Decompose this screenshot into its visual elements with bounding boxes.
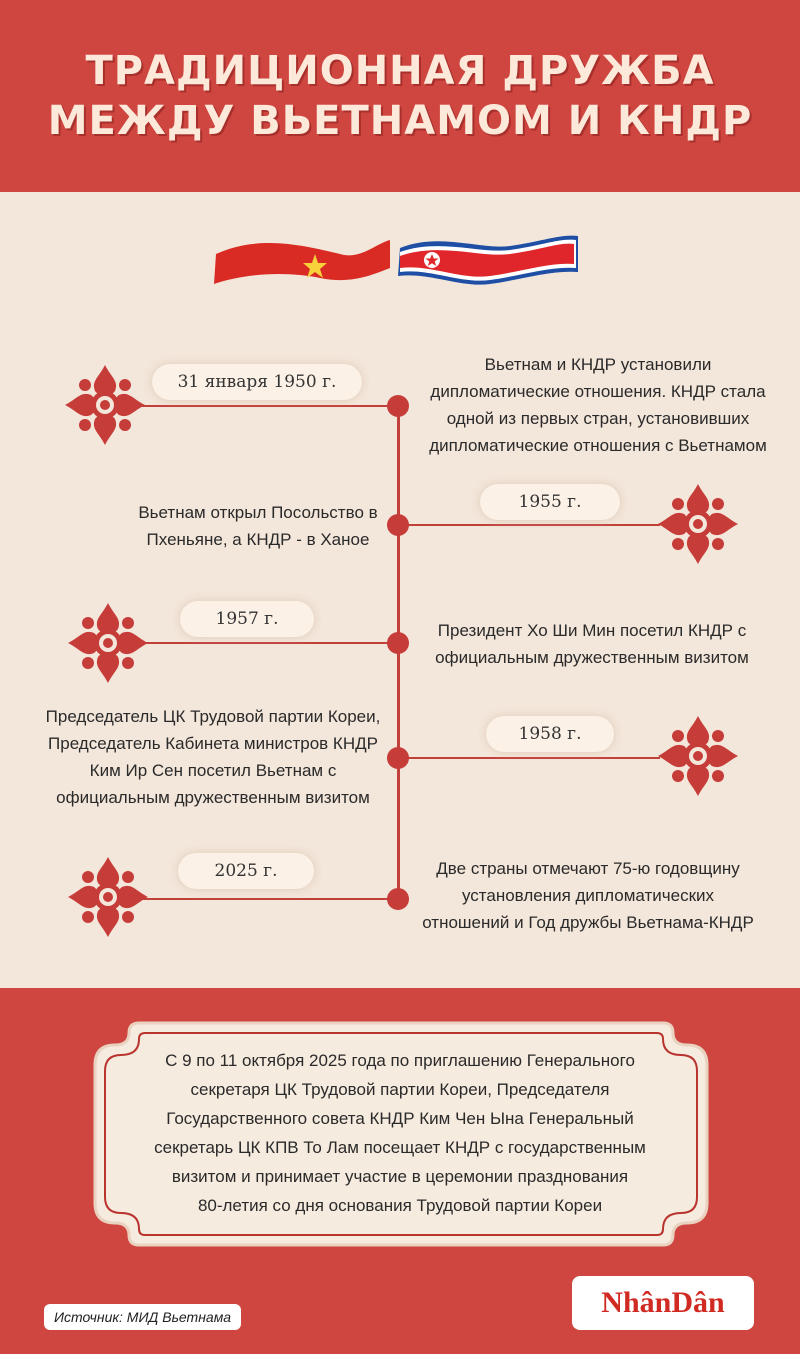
note-text: С 9 по 11 октября 2025 года по приглашению Генерального секретаря ЦК Трудовой партии Кореи, Председателя Государственного совета КНДР Ким Чен Ына Генеральный секретарь ЦК КПВ То Лам посещает КНДР с государственным визитом и принимает участие в церемонии празднования 80-летия со дня основания Трудовой партии Кореи	[154, 1051, 646, 1215]
header-banner	[0, 0, 800, 192]
flags-illustration	[210, 232, 590, 288]
page-title	[0, 46, 800, 146]
timeline-text: Вьетнам и КНДР установили дипломатические отношения. КНДР стала одной из первых стран, установивших дипломатические отношения с Вьетнамом	[429, 355, 767, 455]
ornament-icon	[66, 855, 150, 939]
timeline-date-pill: 1958 г.	[486, 716, 614, 752]
timeline-branch	[138, 405, 398, 407]
timeline-text: Две страны отмечают 75-ю годовщину установления дипломатических отношений и Год дружбы Вьетнама-КНДР	[422, 859, 754, 932]
timeline-dot	[387, 395, 409, 417]
timeline-text: Президент Хо Ши Мин посетил КНДР с официальным дружественным визитом	[435, 621, 749, 667]
north-korea-flag-icon	[398, 236, 578, 285]
nhandan-logo[interactable]	[572, 1276, 754, 1330]
ornament-icon	[66, 601, 150, 685]
title-line-1: ТРАДИЦИОННАЯ ДРУЖБА	[85, 48, 715, 94]
title-line-2: МЕЖДУ ВЬЕТНАМОМ И КНДР	[47, 98, 753, 144]
ornament-icon	[656, 714, 740, 798]
timeline-dot	[387, 632, 409, 654]
timeline-date-pill: 2025 г.	[178, 853, 314, 889]
timeline-branch	[138, 642, 398, 644]
ornament-icon	[63, 363, 147, 447]
timeline-branch	[398, 757, 660, 759]
logo-text: NhânDân	[601, 1286, 725, 1319]
vietnam-flag-icon	[214, 240, 390, 284]
timeline-date-pill: 31 января 1950 г.	[152, 364, 362, 400]
timeline-branch	[398, 524, 660, 526]
timeline-date-pill: 1957 г.	[180, 601, 314, 637]
ornament-icon	[656, 482, 740, 566]
source-label: Источник: МИД Вьетнама	[44, 1304, 241, 1330]
timeline-text: Председатель ЦК Трудовой партии Кореи, Председатель Кабинета министров КНДР Ким Ир Сен посетил Вьетнам с официальным дружественным визитом	[45, 707, 381, 807]
timeline-date-pill: 1955 г.	[480, 484, 620, 520]
timeline-text: Вьетнам открыл Посольство в Пхеньяне, а КНДР - в Ханое	[138, 503, 378, 549]
timeline-branch	[138, 898, 398, 900]
